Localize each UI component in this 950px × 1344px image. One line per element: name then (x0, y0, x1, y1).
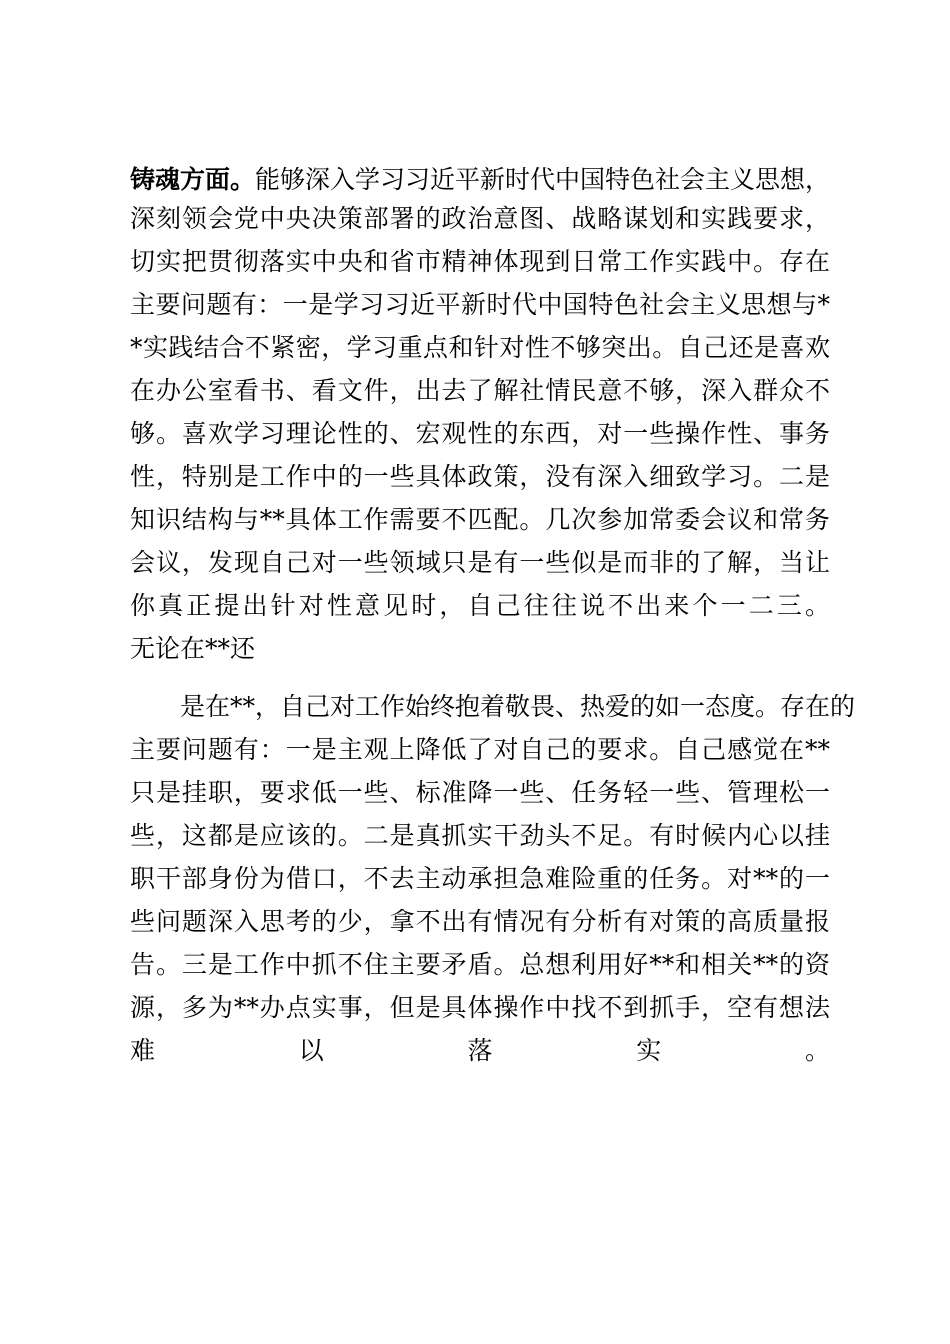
text-line (130, 857, 830, 901)
line-text: 性，特别是工作中的一些具体政策，没有深入细致学习。二是 (130, 462, 830, 491)
text-line (130, 541, 830, 585)
text-line (180, 685, 856, 729)
text-line (130, 158, 830, 202)
line-text: 职干部身份为借口，不去主动承担急难险重的任务。对**的一 (130, 864, 830, 893)
text-line (130, 1029, 830, 1073)
line-text: 告。三是工作中抓不住主要矛盾。总想利用好**和相关**的资 (130, 950, 830, 979)
line-text: 会议，发现自己对一些领域只是有一些似是而非的了解，当让 (130, 548, 830, 577)
text-line (130, 986, 830, 1030)
line-text: 切实把贯彻落实中央和省市精神体现到日常工作实践中。存在 (130, 247, 830, 276)
line-text: *实践结合不紧密，学习重点和针对性不够突出。自己还是喜欢 (130, 333, 830, 362)
line-text: 是在**，自己对工作始终抱着敬畏、热爱的如一态度。存在的 (180, 692, 856, 721)
text-line (130, 369, 830, 413)
line-text: 些问题深入思考的少，拿不出有情况有分析有对策的高质量报 (130, 907, 830, 936)
line-text: 无论在**还 (130, 634, 256, 663)
text-line (130, 771, 830, 815)
text-line (130, 900, 830, 944)
text-line (130, 283, 830, 327)
line-text: 主要问题有：一是主观上降低了对自己的要求。自己感觉在** (130, 735, 830, 764)
text-line (130, 240, 830, 284)
text-line (130, 627, 830, 671)
line-text: 主要问题有：一是学习习近平新时代中国特色社会主义思想与* (130, 290, 830, 319)
text-line (130, 814, 830, 858)
text-line (130, 1072, 830, 1116)
text-line (130, 326, 830, 370)
inline-heading: 铸魂方面。 (130, 165, 256, 194)
text-line (130, 728, 830, 772)
line-text: 能够深入学习习近平新时代中国特色社会主义思想， (255, 165, 831, 194)
text-line (130, 584, 830, 628)
text-line (130, 498, 830, 542)
text-line (130, 412, 830, 456)
line-text: 源，多为**办点实事，但是具体操作中找不到抓手，空有想法 (130, 993, 830, 1022)
line-text: 知识结构与**具体工作需要不匹配。几次参加常委会议和常务 (130, 505, 830, 534)
text-line (130, 943, 830, 987)
line-text: 在办公室看书、看文件，出去了解社情民意不够，深入群众不 (130, 376, 830, 405)
line-text: 只是挂职，要求低一些、标准降一些、任务轻一些、管理松一 (130, 778, 830, 807)
line-text: 难以落实。 (130, 1036, 830, 1065)
text-line (130, 455, 830, 499)
line-text: 你真正提出针对性意见时，自己往往说不出来个一二三。 (130, 591, 830, 620)
line-text: 些，这都是应该的。二是真抓实干劲头不足。有时候内心以挂 (130, 821, 830, 850)
text-line (130, 197, 830, 241)
line-text: 够。喜欢学习理论性的、宏观性的东西，对一些操作性、事务 (130, 419, 830, 448)
line-text: 深刻领会党中央决策部署的政治意图、战略谋划和实践要求， (130, 204, 830, 233)
